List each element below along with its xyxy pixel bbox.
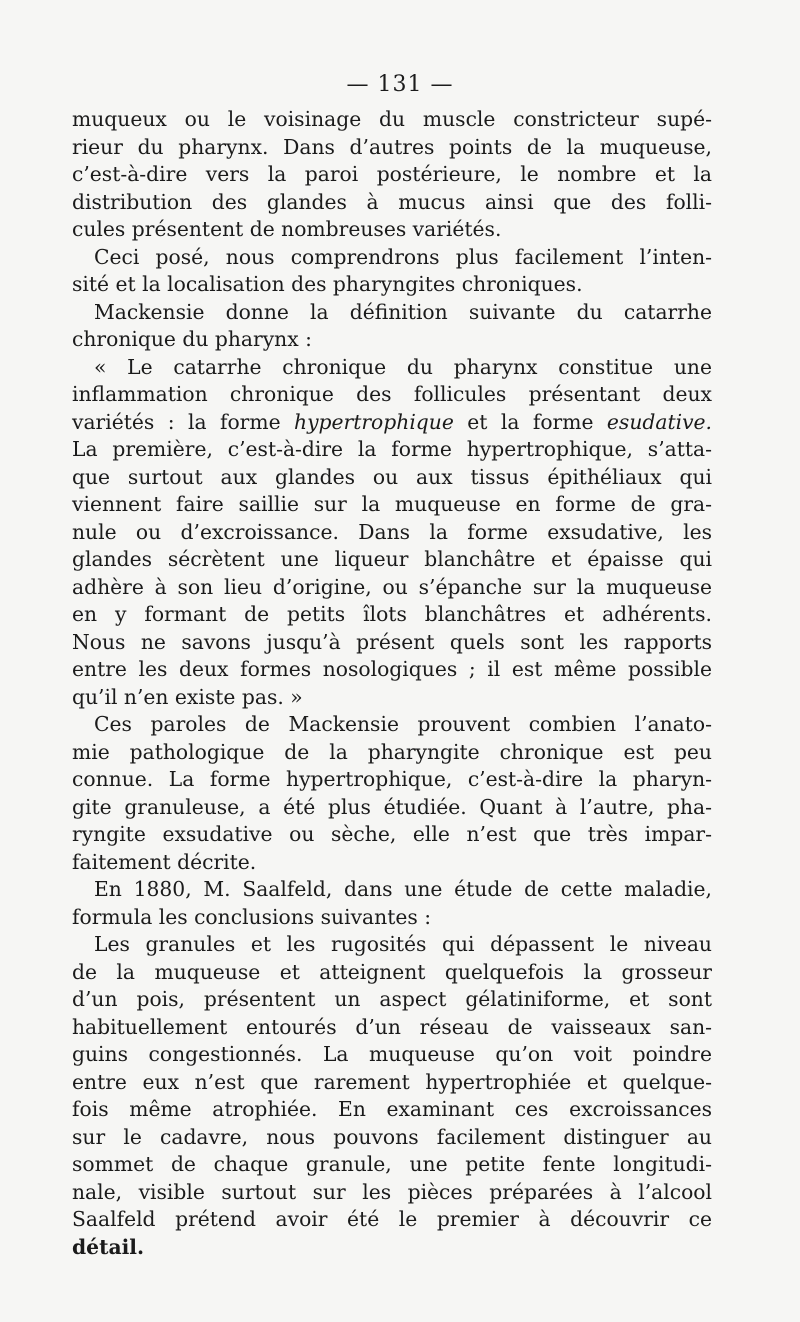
- page-number: — 131 —: [346, 72, 454, 97]
- text-span: variétés : la forme: [72, 409, 295, 434]
- italic-term: hypertrophique: [294, 409, 454, 434]
- text-line: entre eux n’est que rarement hypertrophiée et quelque-: [72, 1069, 712, 1094]
- text-line: En 1880, M. Saalfeld, dans une étude de cette maladie,: [94, 877, 712, 901]
- text-line: formula les conclusions suivantes :: [72, 904, 432, 929]
- text-line: habituellement entourés d’un réseau de vaisseaux san-: [72, 1014, 712, 1039]
- text-line: distribution des glandes à mucus ainsi que des folli-: [72, 189, 712, 214]
- text-line: Ceci posé, nous comprendrons plus facilement l’inten-: [94, 244, 712, 269]
- text-line-mixed: [72, 409, 712, 437]
- text-line: sur le cadavre, nous pouvons facilement distinguer au: [72, 1124, 712, 1149]
- text-line: nule ou d’excroissance. Dans la forme exsudative, les: [72, 519, 712, 544]
- text-line: Mackensie donne la définition suivante du catarrhe: [94, 299, 712, 324]
- text-line: ryngite exsudative ou sèche, elle n’est que très impar-: [72, 822, 712, 846]
- text-line: nale, visible surtout sur les pièces préparées à l’alcool: [72, 1179, 712, 1204]
- text-line: glandes sécrètent une liqueur blanchâtre et épaisse qui: [72, 547, 712, 571]
- text-line: cules présentent de nombreuses variétés.: [72, 217, 502, 241]
- text-line: guins congestionnés. La muqueuse qu’on voit poindre: [72, 1042, 712, 1066]
- text-line-bold: détail.: [72, 1234, 145, 1259]
- text-line: qu’il n’en existe pas. »: [72, 684, 303, 709]
- text-line: entre les deux formes nosologiques ; il est même possible: [72, 657, 712, 681]
- text-line: connue. La forme hypertrophique, c’est-à-dire la pharyn-: [72, 767, 712, 791]
- text-line: adhère à son lieu d’origine, ou s’épanche sur la muqueuse: [72, 574, 712, 599]
- italic-term: esudative.: [606, 409, 712, 434]
- text-line: Nous ne savons jusqu’à présent quels sont les rapports: [72, 629, 712, 654]
- text-span: et la forme: [453, 409, 607, 434]
- text-line: muqueux ou le voisinage du muscle constricteur supé-: [72, 107, 712, 131]
- text-line: en y formant de petits îlots blanchâtres et adhérents.: [72, 602, 712, 626]
- text-line: gite granuleuse, a été plus étudiée. Quant à l’autre, pha-: [72, 794, 712, 819]
- text-line: « Le catarrhe chronique du pharynx constitue une: [94, 354, 712, 379]
- text-line: inflammation chronique des follicules présentant deux: [72, 382, 712, 406]
- text-line: que surtout aux glandes ou aux tissus épithéliaux qui: [72, 464, 712, 489]
- text-line: viennent faire saillie sur la muqueuse en forme de gra-: [72, 492, 712, 516]
- text-line: La première, c’est-à-dire la forme hypertrophique, s’atta-: [72, 437, 712, 461]
- text-line: faitement décrite.: [72, 849, 257, 874]
- text-line: c’est-à-dire vers la paroi postérieure, le nombre et la: [72, 162, 712, 186]
- text-line: de la muqueuse et atteignent quelquefois la grosseur: [72, 959, 712, 984]
- text-line: sommet de chaque granule, une petite fente longitudi-: [72, 1152, 712, 1176]
- text-line: Les granules et les rugosités qui dépassent le niveau: [94, 932, 712, 956]
- text-line: fois même atrophiée. En examinant ces excroissances: [72, 1097, 712, 1121]
- text-line: d’un pois, présentent un aspect gélatiniforme, et sont: [72, 987, 712, 1011]
- text-line: sité et la localisation des pharyngites chroniques.: [72, 272, 583, 296]
- text-line: Ces paroles de Mackensie prouvent combien l’anato-: [94, 712, 712, 736]
- body-text: [72, 106, 712, 1261]
- text-line: mie pathologique de la pharyngite chronique est peu: [72, 739, 712, 764]
- text-line: Saalfeld prétend avoir été le premier à découvrir ce: [72, 1207, 712, 1231]
- text-line: rieur du pharynx. Dans d’autres points de la muqueuse,: [72, 134, 712, 159]
- text-line: chronique du pharynx :: [72, 327, 312, 351]
